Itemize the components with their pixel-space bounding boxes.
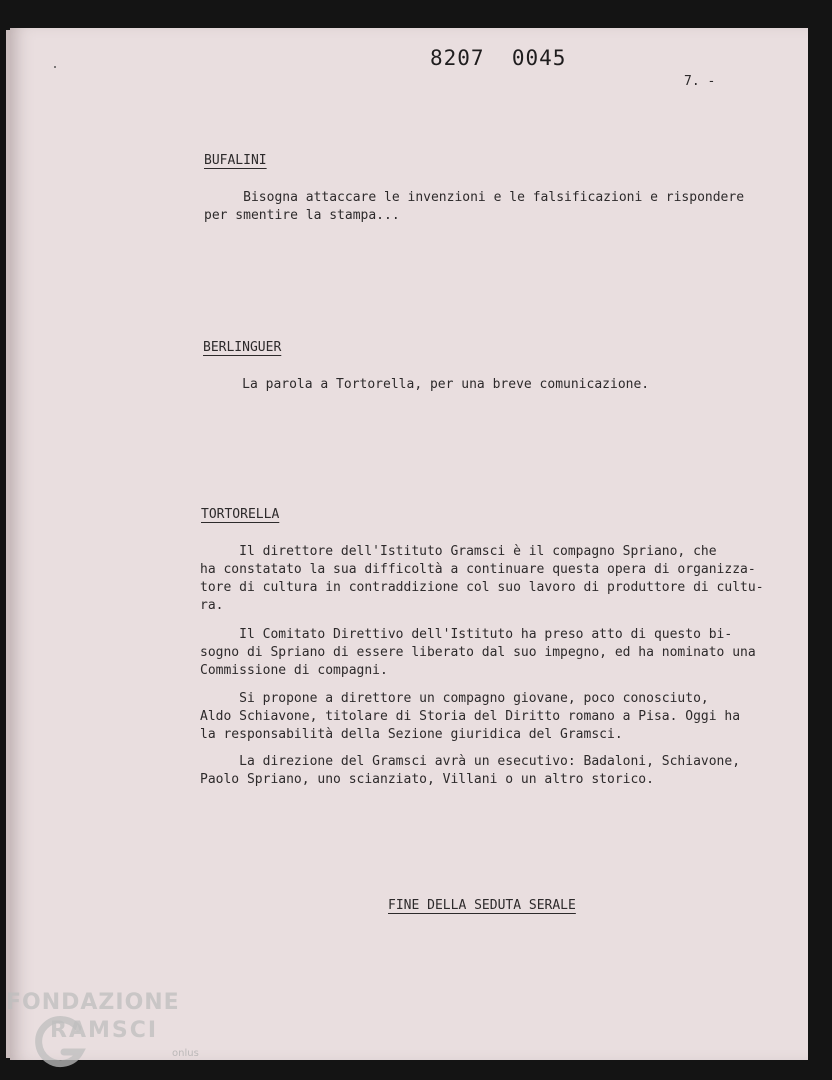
- text-line: ra.: [200, 598, 224, 613]
- paragraph-tortorella-1: [200, 543, 764, 615]
- text-line: per smentire la stampa...: [204, 208, 400, 223]
- paragraph-bufalini-1: [204, 189, 744, 225]
- speaker-heading-tortorella: TORTORELLA: [201, 507, 280, 522]
- archive-stamp-number: 8207 0045: [430, 46, 567, 70]
- paragraph-tortorella-2: [200, 626, 756, 680]
- speaker-heading-bufalini: BUFALINI: [204, 153, 267, 168]
- paragraph-tortorella-3: [200, 690, 740, 744]
- text-line: La direzione del Gramsci avrà un esecutivo: Badaloni, Schiavone,: [200, 754, 741, 769]
- text-line: Il direttore dell'Istituto Gramsci è il compagno Spriano, che: [200, 544, 717, 559]
- session-end-label: FINE DELLA SEDUTA SERALE: [388, 898, 576, 913]
- text-line: Aldo Schiavone, titolare di Storia del Diritto romano a Pisa. Oggi ha: [200, 709, 741, 724]
- text-line: la responsabilità della Sezione giuridica del Gramsci.: [200, 727, 623, 742]
- fondazione-gramsci-watermark: [4, 990, 214, 1070]
- text-line: sogno di Spriano di essere liberato dal suo impegno, ed ha nominato una: [200, 645, 756, 660]
- text-line: Il Comitato Direttivo dell'Istituto ha preso atto di questo bi-: [200, 627, 733, 642]
- paper-speck: [54, 66, 56, 68]
- text-line: tore di cultura in contraddizione col suo lavoro di produttore di cultu-: [200, 580, 764, 595]
- text-line: ha constatato la sua difficoltà a continuare questa opera di organizza-: [200, 562, 756, 577]
- text-line: Si propone a direttore un compagno giovane, poco conosciuto,: [200, 691, 709, 706]
- text-line: Paolo Spriano, uno scianziato, Villani o un altro storico.: [200, 772, 654, 787]
- paragraph-tortorella-4: [200, 753, 740, 789]
- text-line: La parola a Tortorella, per una breve comunicazione.: [203, 377, 650, 392]
- watermark-line1: FONDAZIONE: [6, 990, 180, 1015]
- page-number: 7. -: [684, 74, 716, 89]
- text-line: Bisogna attaccare le invenzioni e le falsificazioni e rispondere: [204, 190, 745, 205]
- text-line: Commissione di compagni.: [200, 663, 388, 678]
- speaker-heading-berlinguer: BERLINGUER: [203, 340, 282, 355]
- watermark-line2: RAMSCI: [50, 1018, 159, 1043]
- paragraph-berlinguer-1: [203, 376, 649, 394]
- watermark-onlus: onlus: [172, 1048, 199, 1059]
